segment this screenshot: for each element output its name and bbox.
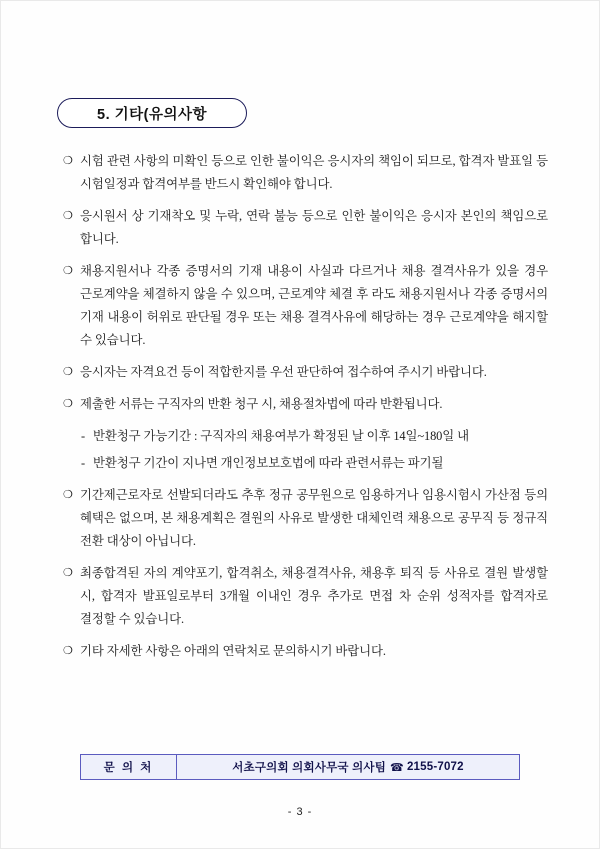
- bullet-icon: ❍: [63, 398, 73, 410]
- bullet-icon: ❍: [63, 265, 73, 277]
- list-item-text: 기간제근로자로 선발되더라도 추후 정규 공무원으로 임용하거나 임용시험시 가산점 등의 혜택은 없으며, 본 채용계획은 결원의 사유로 발생한 대체인력 채용으로 공무직 등 정규직 전환 대상이 아닙니다.: [80, 488, 548, 548]
- dash-icon: -: [81, 429, 86, 443]
- list-item: [62, 640, 548, 663]
- list-item: [62, 150, 548, 196]
- sub-list-item: [81, 452, 548, 475]
- list-item-text: 채용지원서나 각종 증명서의 기재 내용이 사실과 다르거나 채용 결격사유가 있을 경우 근로계약을 체결하지 않을 수 있으며, 근로계약 체결 후 라도 채용지원서나 각종 증명서의 기재 내용이 허위로 판단될 경우 또는 채용 결격사유에 해당하는 경우 근로계약을 해지할 수 있습니다.: [80, 264, 548, 347]
- notice-list: [62, 150, 548, 672]
- bullet-icon: ❍: [63, 567, 73, 579]
- contact-label: 문 의 처: [81, 755, 177, 779]
- bullet-icon: ❍: [63, 645, 73, 657]
- sub-list-item-text: 반환청구 기간이 지나면 개인정보보호법에 따라 관련서류는 파기될: [93, 456, 444, 470]
- sub-list-item-text: 반환청구 가능기간 : 구직자의 채용여부가 확정된 날 이후 14일~180일 내: [93, 429, 470, 443]
- section-heading: [57, 98, 247, 128]
- phone-icon: ☎: [390, 761, 404, 774]
- bullet-icon: ❍: [63, 366, 73, 378]
- contact-box: [80, 754, 520, 780]
- list-item: [62, 205, 548, 251]
- list-item-text: 기타 자세한 사항은 아래의 연락처로 문의하시기 바랍니다.: [80, 644, 386, 658]
- bullet-icon: ❍: [63, 155, 73, 167]
- list-item: [62, 361, 548, 384]
- contact-value: [177, 755, 519, 779]
- contact-phone-number: 2155-7072: [406, 761, 464, 773]
- list-item-text: 최종합격된 자의 계약포기, 합격취소, 채용결격사유, 채용후 퇴직 등 사유로 결원 발생할 시, 합격자 발표일로부터 3개월 이내인 경우 추가로 면접 차 순위 성적자를 합격자로 결정할 수 있습니다.: [80, 566, 548, 626]
- section-heading-label: 5. 기타(유의사항: [97, 106, 207, 123]
- page-number: - 3 -: [287, 806, 313, 818]
- list-item-text: 시험 관련 사항의 미확인 등으로 인한 불이익은 응시자의 책임이 되므로, 합격자 발표일 등 시험일정과 합격여부를 반드시 확인해야 합니다.: [80, 154, 548, 191]
- contact-office: 서초구의회 의회사무국 의사팀: [232, 762, 387, 774]
- sub-list-item: [81, 425, 548, 448]
- bullet-icon: ❍: [63, 210, 73, 222]
- list-item: [62, 393, 548, 416]
- list-item-text: 제출한 서류는 구직자의 반환 청구 시, 채용절차법에 따라 반환됩니다.: [80, 397, 443, 411]
- list-item: [62, 484, 548, 553]
- list-item: [62, 260, 548, 352]
- dash-icon: -: [81, 456, 86, 470]
- list-item: [62, 562, 548, 631]
- list-item-text: 응시자는 자격요건 등이 적합한지를 우선 판단하여 접수하여 주시기 바랍니다.: [80, 365, 487, 379]
- list-item-text: 응시원서 상 기재착오 및 누락, 연락 불능 등으로 인한 불이익은 응시자 본인의 책임으로 합니다.: [80, 209, 548, 246]
- bullet-icon: ❍: [63, 489, 73, 501]
